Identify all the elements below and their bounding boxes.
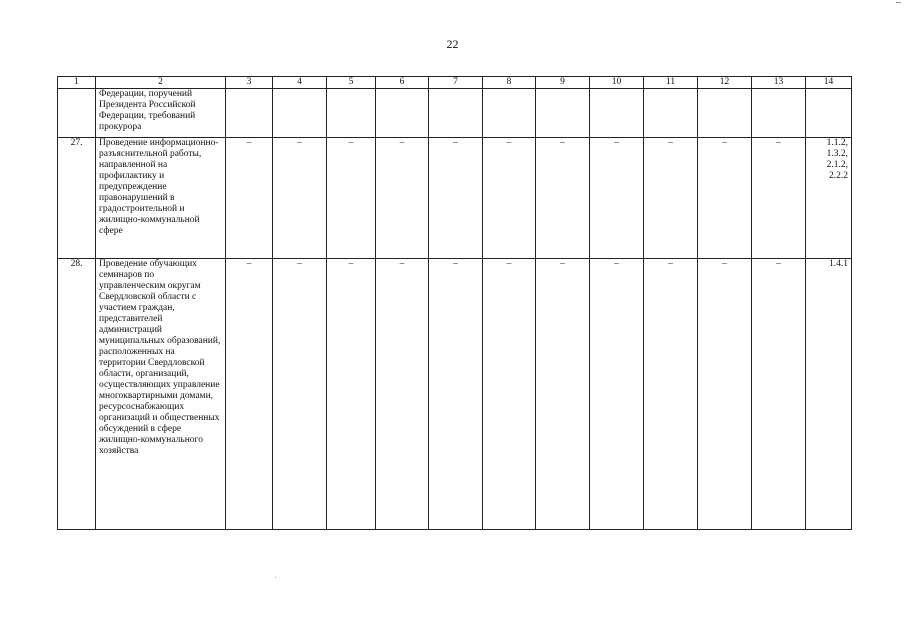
- row-description: Федерации, поручений Президента Российской Федерации, требований прокурора: [96, 89, 226, 138]
- column-header-13: 13: [752, 77, 806, 89]
- row-cell-6: [376, 89, 429, 138]
- row-cell-7: [429, 89, 483, 138]
- row-target-ref: 1.1.2, 1.3.2, 2.1.2, 2.2.2: [806, 138, 852, 259]
- row-cell-7: –: [429, 138, 483, 259]
- row-cell-8: [483, 89, 536, 138]
- row-target-ref: [806, 89, 852, 138]
- row-cell-8: –: [483, 138, 536, 259]
- row-cell-4: –: [273, 259, 327, 530]
- column-header-10: 10: [590, 77, 644, 89]
- row-cell-10: –: [590, 138, 644, 259]
- column-header-1: 1: [58, 77, 96, 89]
- row-cell-13: –: [752, 259, 806, 530]
- row-cell-11: –: [644, 259, 698, 530]
- row-number: 27.: [58, 138, 96, 259]
- column-header-11: 11: [644, 77, 698, 89]
- row-cell-10: –: [590, 259, 644, 530]
- row-cell-12: [698, 89, 752, 138]
- column-header-9: 9: [536, 77, 590, 89]
- row-description: Проведение обучающих семинаров по управленческим округам Свердловской области с участием граждан, представителей администраций муниципальных образований, расположенных на территории Свердловской области, организаций, осуществляющих управление многоквартирными домами, ресурсоснабжающих организаций и общественных обсуждений в сфере жилищно-коммунального хозяйства: [96, 259, 226, 530]
- row-cell-5: –: [327, 259, 376, 530]
- row-cell-7: –: [429, 259, 483, 530]
- table-row: [58, 259, 852, 530]
- column-header-3: 3: [226, 77, 273, 89]
- row-cell-10: [590, 89, 644, 138]
- row-cell-13: –: [752, 138, 806, 259]
- row-cell-11: –: [644, 138, 698, 259]
- row-cell-4: –: [273, 138, 327, 259]
- table-row: [58, 89, 852, 138]
- row-cell-13: [752, 89, 806, 138]
- row-number: 28.: [58, 259, 96, 530]
- row-target-ref: 1.4.1: [806, 259, 852, 530]
- row-cell-6: –: [376, 259, 429, 530]
- row-number: [58, 89, 96, 138]
- row-cell-5: –: [327, 138, 376, 259]
- column-header-2: 2: [96, 77, 226, 89]
- row-cell-12: –: [698, 138, 752, 259]
- column-header-14: 14: [806, 77, 852, 89]
- row-cell-3: –: [226, 259, 273, 530]
- row-cell-9: [536, 89, 590, 138]
- table-row: [58, 138, 852, 259]
- row-cell-12: –: [698, 259, 752, 530]
- row-cell-9: –: [536, 138, 590, 259]
- column-header-12: 12: [698, 77, 752, 89]
- page-number: 22: [446, 37, 459, 51]
- row-cell-3: [226, 89, 273, 138]
- row-cell-6: –: [376, 138, 429, 259]
- row-description: Проведение информационно-разъяснительной работы, направленной на профилактику и предупреждение правонарушений в градостроительной и жилищно-коммунальной сфере: [96, 138, 226, 259]
- column-header-8: 8: [483, 77, 536, 89]
- column-number-header-row: [58, 77, 852, 89]
- column-header-7: 7: [429, 77, 483, 89]
- column-header-6: 6: [376, 77, 429, 89]
- column-header-4: 4: [273, 77, 327, 89]
- scan-corner-mark: [896, 2, 901, 3]
- row-cell-5: [327, 89, 376, 138]
- row-cell-8: –: [483, 259, 536, 530]
- scan-speck: [275, 577, 276, 578]
- row-cell-3: –: [226, 138, 273, 259]
- row-cell-4: [273, 89, 327, 138]
- row-cell-9: –: [536, 259, 590, 530]
- row-cell-11: [644, 89, 698, 138]
- column-header-5: 5: [327, 77, 376, 89]
- plan-table: [57, 76, 852, 530]
